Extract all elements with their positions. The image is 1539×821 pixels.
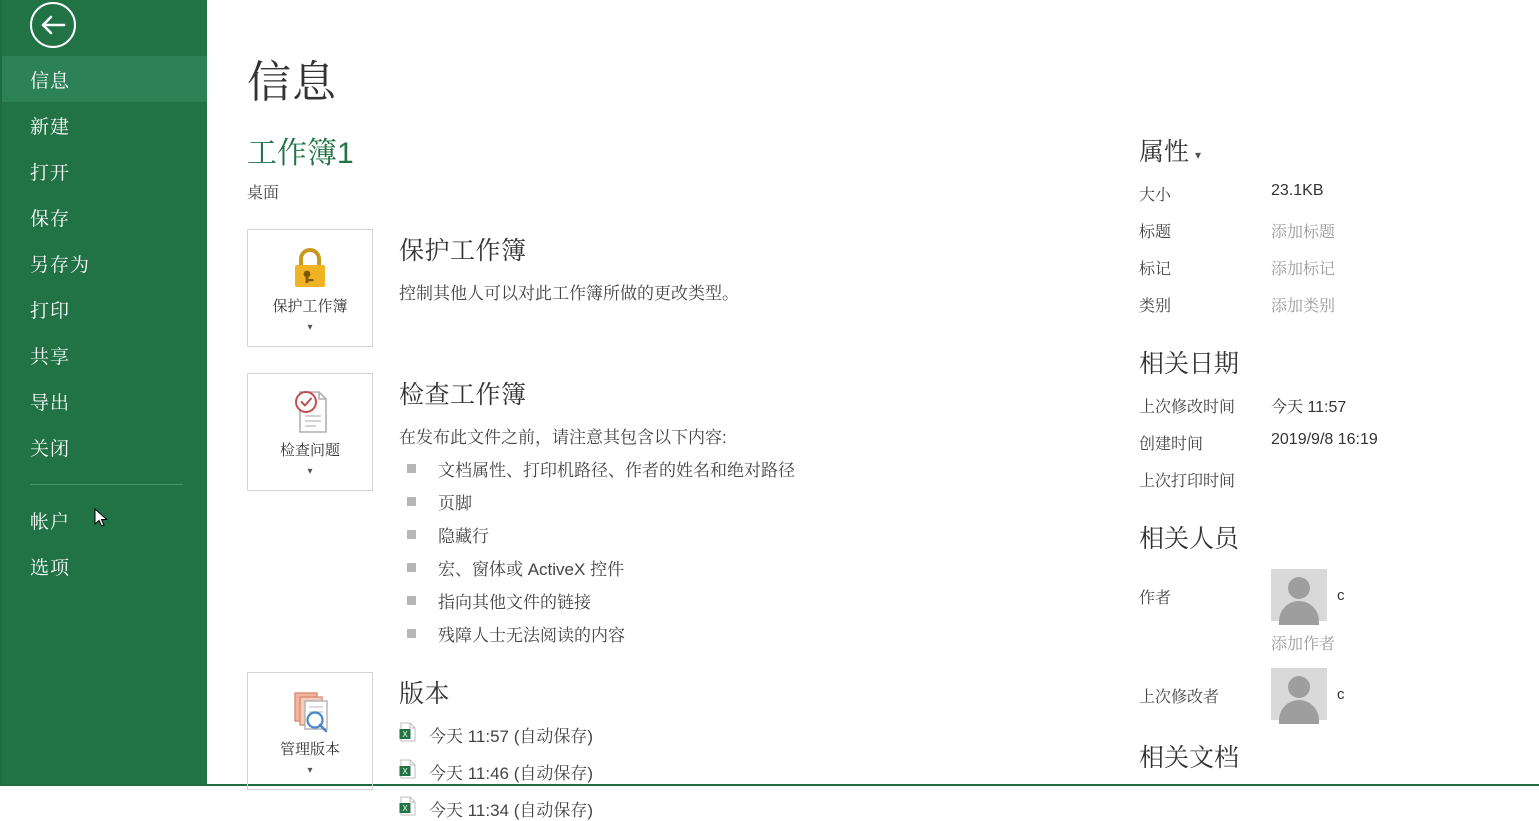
list-item[interactable] (399, 722, 593, 747)
sidebar-item-label: 共享 (30, 346, 71, 368)
date-label: 上次修改时间 (1139, 399, 1236, 416)
sidebar-item-options[interactable] (2, 543, 207, 589)
svg-text:X: X (402, 767, 408, 776)
manage-versions-button[interactable] (247, 672, 373, 790)
version-label: 今天 11:46 (自动保存) (429, 764, 594, 783)
avatar-body-shape (1279, 601, 1319, 625)
block-title: 版本 (399, 680, 451, 708)
backstage-main (207, 0, 1539, 820)
avatar-head-shape (1288, 577, 1310, 599)
avatar (1271, 668, 1327, 720)
lock-icon (288, 242, 332, 294)
bullet-square-icon (407, 530, 416, 539)
person-row-last-modified-by (1139, 668, 1507, 720)
version-label: 今天 11:34 (自动保存) (429, 801, 594, 820)
list-item-label: 指向其他文件的链接 (438, 593, 591, 612)
info-left-column (207, 128, 1107, 821)
sidebar-item-open[interactable] (2, 148, 207, 194)
property-label: 类别 (1139, 298, 1172, 315)
list-item (399, 555, 795, 580)
related-dates-heading: 相关日期 (1139, 350, 1240, 378)
sidebar-item-share[interactable] (2, 332, 207, 378)
sidebar-item-label: 另存为 (30, 254, 91, 276)
sidebar-item-label: 帐户 (30, 511, 71, 533)
list-item-label: 宏、窗体或 ActiveX 控件 (438, 560, 625, 579)
chevron-down-icon: ▾ (307, 765, 313, 776)
workbook-path: 桌面 (247, 185, 280, 202)
page-title: 信息 (247, 58, 337, 107)
property-value[interactable]: 添加类别 (1271, 298, 1336, 315)
back-arrow-icon[interactable] (30, 2, 76, 48)
svg-text:X: X (402, 804, 408, 813)
sidebar-item-label: 导出 (30, 392, 71, 414)
add-author-link[interactable]: 添加作者 (1271, 636, 1336, 653)
date-value: 今天 11:57 (1271, 399, 1347, 416)
bullet-square-icon (407, 629, 416, 638)
version-list (399, 722, 593, 821)
info-content (207, 128, 1539, 821)
sidebar-item-label: 打印 (30, 300, 71, 322)
list-item-label: 页脚 (438, 494, 472, 513)
manage-versions-label: 管理版本 (279, 741, 340, 758)
list-item (399, 522, 795, 547)
backstage-sidebar (2, 0, 207, 784)
list-item (399, 588, 795, 613)
protect-workbook-body (373, 229, 739, 347)
sidebar-item-close[interactable] (2, 424, 207, 470)
back-button-row (2, 0, 207, 56)
list-item-label: 隐藏行 (438, 527, 489, 546)
date-row-created (1139, 431, 1507, 454)
property-label: 大小 (1139, 187, 1172, 204)
avatar-body-shape (1279, 700, 1319, 724)
sidebar-item-label: 保存 (30, 208, 71, 230)
bullet-square-icon (407, 563, 416, 572)
versions-body (373, 672, 593, 821)
sidebar-item-label: 选项 (30, 557, 71, 579)
excel-file-icon (399, 759, 417, 784)
sidebar-item-save-as[interactable] (2, 240, 207, 286)
list-item-label: 文档属性、打印机路径、作者的姓名和绝对路径 (438, 461, 795, 480)
sidebar-item-label: 信息 (30, 70, 71, 92)
list-item (399, 489, 795, 514)
inspect-workbook-block (247, 373, 1107, 646)
check-issues-button[interactable] (247, 373, 373, 491)
protect-workbook-label: 保护工作簿 (272, 298, 348, 315)
date-label: 创建时间 (1139, 436, 1204, 453)
protect-workbook-button[interactable] (247, 229, 373, 347)
block-description: 在发布此文件之前，请注意其包含以下内容: (399, 428, 727, 447)
protect-workbook-block (247, 229, 1107, 347)
version-label: 今天 11:57 (自动保存) (429, 727, 594, 746)
date-label: 上次打印时间 (1139, 473, 1236, 490)
block-title: 保护工作簿 (399, 237, 527, 265)
sidebar-item-account[interactable] (2, 497, 207, 543)
list-item[interactable] (399, 759, 593, 784)
inspect-issue-list (399, 456, 795, 646)
date-row-last-modified (1139, 394, 1507, 417)
excel-file-icon (399, 796, 417, 821)
sidebar-item-label: 新建 (30, 116, 71, 138)
block-title: 检查工作簿 (399, 381, 527, 409)
list-item (399, 621, 795, 646)
bullet-square-icon (407, 464, 416, 473)
property-label: 标记 (1139, 261, 1172, 278)
sidebar-item-info[interactable] (2, 56, 207, 102)
property-value[interactable]: 添加标题 (1271, 224, 1336, 241)
bullet-square-icon (407, 497, 416, 506)
person-name: c (1337, 587, 1345, 604)
related-documents-heading: 相关文档 (1139, 744, 1240, 772)
related-people-heading: 相关人员 (1139, 525, 1240, 553)
workbook-name: 工作簿1 (247, 137, 354, 170)
inspect-document-icon (288, 386, 332, 438)
avatar-head-shape (1288, 676, 1310, 698)
bullet-square-icon (407, 596, 416, 605)
sidebar-item-save[interactable] (2, 194, 207, 240)
property-row-size (1139, 182, 1507, 205)
excel-file-icon (399, 722, 417, 747)
person-label: 作者 (1139, 590, 1172, 607)
sidebar-item-new[interactable] (2, 102, 207, 148)
person-row-author (1139, 569, 1507, 621)
info-right-column (1107, 128, 1507, 821)
list-item[interactable] (399, 796, 593, 821)
property-row-category[interactable] (1139, 293, 1507, 316)
properties-heading[interactable] (1139, 132, 1507, 168)
sidebar-item-export[interactable] (2, 378, 207, 424)
property-value: 23.1KB (1271, 182, 1324, 199)
avatar (1271, 569, 1327, 621)
chevron-down-icon: ▾ (307, 466, 313, 477)
sidebar-item-print[interactable] (2, 286, 207, 332)
list-item-label: 残障人士无法阅读的内容 (438, 626, 625, 645)
properties-heading-label: 属性 (1139, 138, 1190, 166)
property-label: 标题 (1139, 224, 1172, 241)
sidebar-divider (30, 484, 183, 485)
list-item (399, 456, 795, 481)
chevron-down-icon: ▾ (1195, 148, 1202, 162)
person-label: 上次修改者 (1139, 689, 1220, 706)
property-row-title[interactable] (1139, 219, 1507, 242)
sidebar-item-label: 关闭 (30, 438, 71, 460)
versions-block (247, 672, 1107, 821)
manage-versions-icon (287, 685, 333, 737)
date-value: 2019/9/8 16:19 (1271, 431, 1378, 448)
property-value[interactable]: 添加标记 (1271, 261, 1336, 278)
check-issues-label: 检查问题 (279, 442, 340, 459)
date-row-last-printed (1139, 468, 1507, 491)
svg-text:X: X (402, 730, 408, 739)
sidebar-item-label: 打开 (30, 162, 71, 184)
chevron-down-icon: ▾ (307, 322, 313, 333)
property-row-tags[interactable] (1139, 256, 1507, 279)
person-name: c (1337, 686, 1345, 703)
inspect-workbook-body (373, 373, 795, 646)
block-description: 控制其他人可以对此工作簿所做的更改类型。 (399, 284, 739, 303)
